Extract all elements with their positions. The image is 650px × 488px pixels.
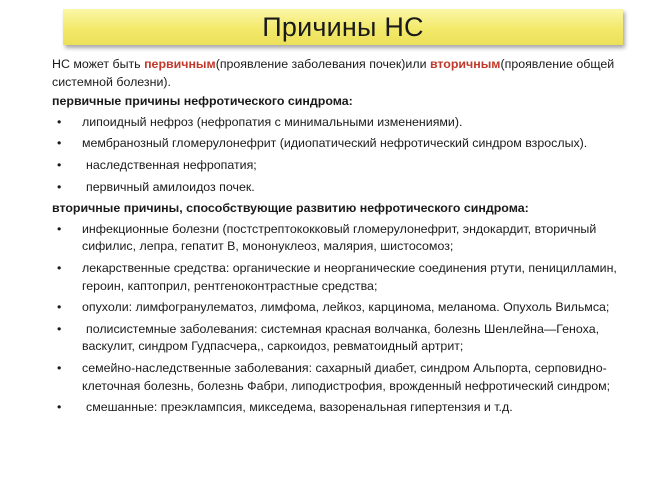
list-item [52, 114, 627, 132]
list-item [52, 157, 627, 175]
list-item [52, 260, 627, 295]
title-banner [63, 9, 623, 45]
list-item [52, 360, 627, 395]
bullet-icon: • [57, 360, 62, 375]
bullet-icon: • [57, 157, 62, 172]
slide-title: Причины НС [262, 11, 424, 42]
bullet-icon: • [57, 179, 62, 194]
list-item [52, 221, 627, 256]
primary-causes-list [52, 114, 627, 196]
secondary-keyword: вторичным [429, 57, 501, 71]
list-item [52, 299, 627, 317]
intro-text-2: (проявление заболевания почек)или [215, 57, 430, 71]
list-item-text: наследственная нефропатия; [86, 157, 257, 172]
primary-causes-heading: первичные причины нефротического синдрома: [52, 94, 353, 109]
bullet-icon: • [57, 300, 62, 315]
slide-content [52, 56, 627, 421]
bullet-icon: • [57, 260, 62, 275]
primary-keyword: первичным [144, 57, 216, 71]
bullet-icon: • [57, 400, 62, 415]
list-item-text: инфекционные болезни (постстрептококковый гломерулонефрит, эндокардит, вторичный сифилис, лепра, гепатит В, мононуклеоз, малярия, шистосомоз; [82, 221, 597, 254]
list-item [52, 321, 627, 356]
intro-text-3: (проявление общей системной болезни). [52, 57, 615, 89]
list-item-text: полисистемные заболевания: системная красная волчанка, болезнь Шенлейна—Геноха, васкулит, синдром Гудпасчера,, саркоидоз, ревматоидный артрит; [82, 321, 600, 354]
list-item [52, 179, 627, 197]
bullet-icon: • [57, 221, 62, 236]
list-item-text: смешанные: преэклампсия, микседема, вазоренальная гипертензия и т.д. [86, 400, 513, 415]
list-item-text: мембранозный гломерулонефрит (идиопатический нефротический синдром взрослых). [82, 136, 588, 151]
list-item [52, 135, 627, 153]
bullet-icon: • [57, 114, 62, 129]
list-item-text: липоидный нефроз (нефропатия с минимальными изменениями). [82, 114, 463, 129]
list-item-text: первичный амилоидоз почек. [86, 179, 255, 194]
bullet-icon: • [57, 136, 62, 151]
intro-paragraph [52, 56, 627, 91]
bullet-icon: • [57, 321, 62, 336]
intro-text-1: НС может быть [52, 57, 145, 71]
list-item-text: семейно-наследственные заболевания: сахарный диабет, синдром Альпорта, серповидно-клеточная болезнь, болезнь Фабри, липодистрофия, врожденный нефротический синдром; [82, 360, 611, 393]
secondary-causes-heading: вторичные причины, способствующие развитию нефротического синдрома: [52, 201, 529, 216]
secondary-causes-list [52, 221, 627, 417]
list-item [52, 399, 627, 417]
list-item-text: опухоли: лимфогранулематоз, лимфома, лейкоз, карцинома, меланома. Опухоль Вильмса; [82, 300, 610, 315]
list-item-text: лекарственные средства: органические и неорганические соединения ртути, пеницилламин, героин, каптоприл, рентгеноконтрастные средства; [82, 260, 617, 293]
